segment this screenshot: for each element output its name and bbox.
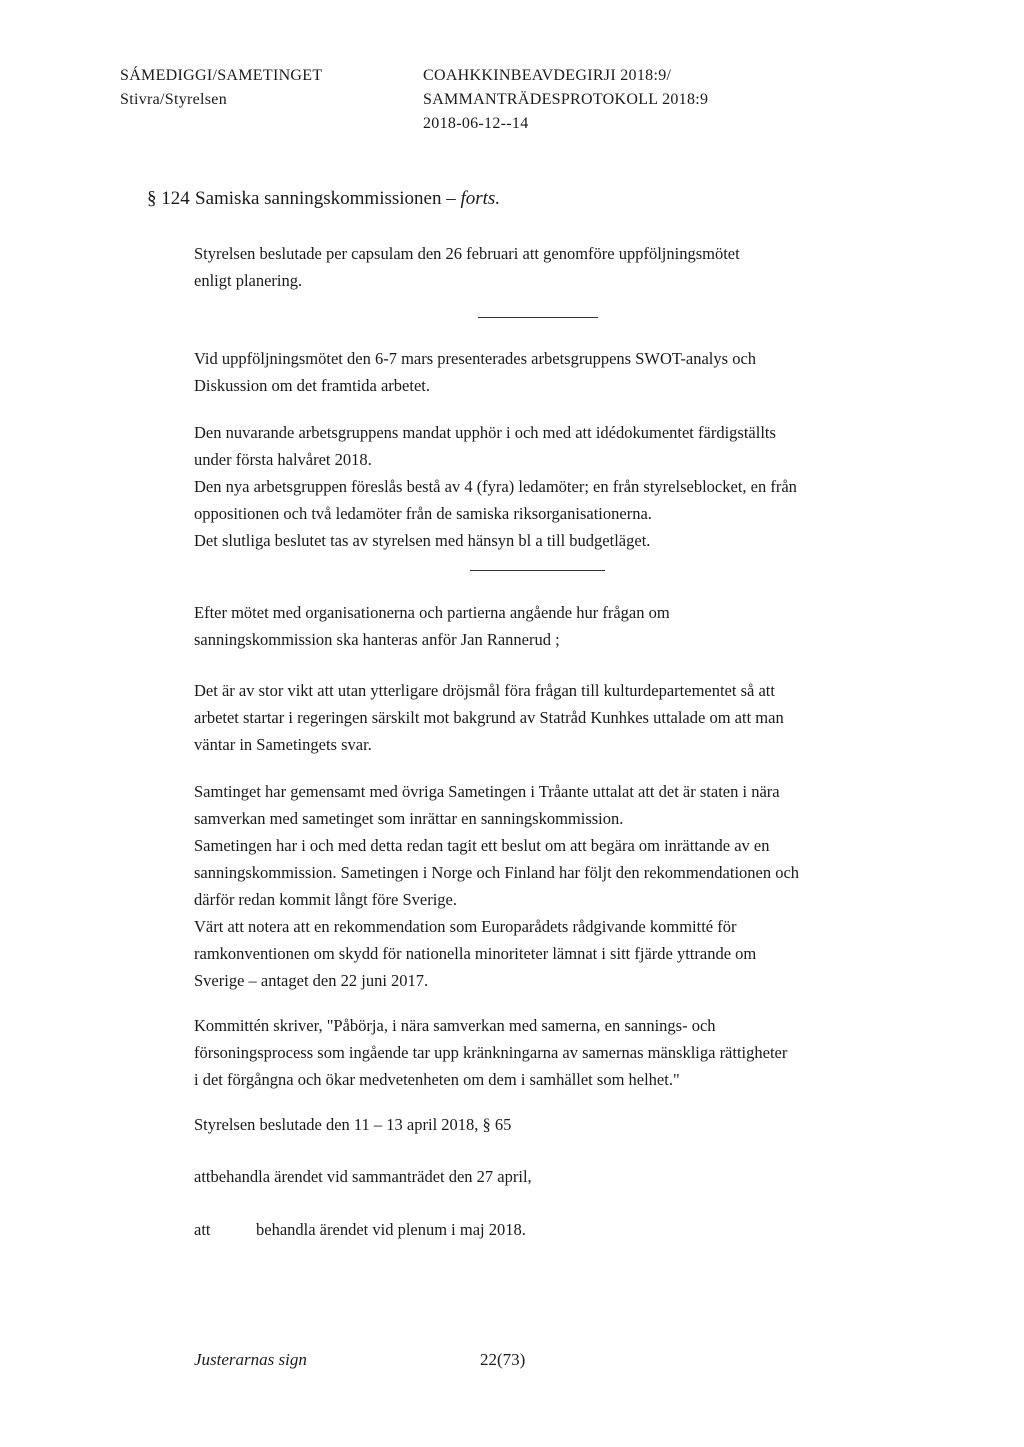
text-line: Sverige – antaget den 22 juni 2017. <box>194 971 429 990</box>
paragraph-2 <box>194 345 756 399</box>
text-line: Värt att notera att en rekommendation som Europarådets rådgivande kommitté för <box>194 917 737 936</box>
paragraph-5 <box>194 677 784 758</box>
decision-item-1: attbehandla ärendet vid sammanträdet den 27 april, <box>194 1167 532 1186</box>
text-line: Det slutliga beslutet tas av styrelsen med hänsyn bl a till budgetläget. <box>194 531 651 550</box>
doc-title-swedish: SAMMANTRÄDESPROTOKOLL 2018:9 <box>423 91 709 108</box>
paragraph-3 <box>194 419 797 554</box>
text-line: samverkan med sametinget som inrättar en sanningskommission. <box>194 809 624 828</box>
text-line: Vid uppföljningsmötet den 6-7 mars presenterades arbetsgruppens SWOT-analys och <box>194 349 757 368</box>
text-line: Det är av stor vikt att utan ytterligare dröjsmål föra frågan till kulturdepartementet så att <box>194 681 775 700</box>
org-unit: Stivra/Styrelsen <box>120 91 228 108</box>
paragraph-6 <box>194 778 799 994</box>
text-line: Den nya arbetsgruppen föreslås bestå av 4 (fyra) ledamöter; en från styrelseblocket, en från <box>194 477 797 496</box>
section-title-suffix: forts. <box>460 188 501 209</box>
text-line: Sametingen har i och med detta redan tagit ett beslut om att begära om inrättande av en <box>194 836 770 855</box>
paragraph-7 <box>194 1012 787 1093</box>
text-line: under första halvåret 2018. <box>194 450 372 469</box>
text-line: Efter mötet med organisationerna och partierna angående hur frågan om <box>194 603 670 622</box>
text-line: ramkonventionen om skydd för nationella minoriteter lämnat i sitt fjärde yttrande om <box>194 944 757 963</box>
paragraph-4 <box>194 599 670 653</box>
signature-label: Justerarnas sign <box>194 1350 307 1369</box>
org-name: SÁMEDIGGI/SAMETINGET <box>120 67 323 84</box>
text-line: försoningsprocess som ingående tar upp kränkningarna av samernas mänskliga rättigheter <box>194 1043 788 1062</box>
text-line: sanningskommission. Sametingen i Norge och Finland har följt den rekommendationen och <box>194 863 800 882</box>
text-line: Samtinget har gemensamt med övriga Sametingen i Tråante uttalat att det är staten i nära <box>194 782 780 801</box>
text-line: Kommittén skriver, "Påbörja, i nära samverkan med samerna, en sannings- och <box>194 1016 716 1035</box>
divider-line <box>478 317 598 318</box>
text-line: i det förgångna och ökar medvetenheten om dem i samhället som helhet." <box>194 1070 680 1089</box>
text-line: Styrelsen beslutade per capsulam den 26 februari att genomföre uppföljningsmötet <box>194 244 740 263</box>
text-line: oppositionen och två ledamöter från de samiska riksorganisationerna. <box>194 504 652 523</box>
decision-item-2 <box>194 1216 526 1243</box>
text-line: Den nuvarande arbetsgruppens mandat upphör i och med att idédokumentet färdigställts <box>194 423 776 442</box>
page-number: 22(73) <box>480 1350 526 1369</box>
section-number: § 124 <box>147 188 190 209</box>
text-line: enligt planering. <box>194 271 303 290</box>
text-line: Diskussion om det framtida arbetet. <box>194 376 430 395</box>
section-title: Samiska sanningskommissionen – <box>195 188 461 209</box>
header-organization <box>120 64 322 112</box>
text-line: sanningskommission ska hanteras anför Jan Rannerud ; <box>194 630 560 649</box>
divider-line <box>470 570 605 571</box>
decision-statement: Styrelsen beslutade den 11 – 13 april 2018, § 65 <box>194 1115 512 1134</box>
paragraph-1 <box>194 240 740 294</box>
doc-title-sami: COAHKKINBEAVDEGIRJI 2018:9/ <box>423 67 672 84</box>
header-document <box>423 64 708 136</box>
doc-date: 2018-06-12--14 <box>423 115 529 132</box>
decision-prefix: att <box>194 1220 211 1239</box>
decision-text: behandla ärendet vid plenum i maj 2018. <box>256 1220 526 1239</box>
text-line: väntar in Sametingets svar. <box>194 735 372 754</box>
section-heading <box>147 188 500 210</box>
text-line: därför redan kommit långt före Sverige. <box>194 890 457 909</box>
text-line: arbetet startar i regeringen särskilt mot bakgrund av Statråd Kunhkes uttalade om att man <box>194 708 784 727</box>
